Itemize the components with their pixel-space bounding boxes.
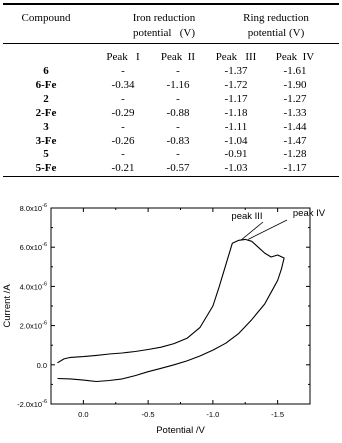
compound-cell: 6-Fe [35,78,57,91]
peak-label-ii: Peak II [160,51,196,63]
potential-cell-peak-ii: - [176,148,180,161]
y-tick-label: $-2.0x10^{-6}$ [17,399,47,409]
potential-cell-peak-iv: -1.33 [283,106,307,119]
compound-cell: 5 [43,148,49,161]
potential-cell-peak-i: - [121,92,125,105]
header-compound: Compound [21,12,71,24]
potential-cell-peak-i: - [121,148,125,161]
peak-label-iv: Peak IV [275,51,315,63]
cv-chart-svg [0,186,342,438]
x-tick-label: -1.5 [271,410,285,419]
y-tick-label: $2.0x10^{-6}$ [19,320,47,331]
y-tick-label: $6.0x10^{-6}$ [19,242,47,253]
potential-cell-peak-ii: -0.83 [166,134,190,147]
potential-cell-peak-i: -0.29 [111,106,135,119]
potential-cell-peak-iii: -1.18 [224,106,248,119]
compound-cell: 2-Fe [35,106,57,119]
potential-cell-peak-iv: -1.61 [283,65,307,77]
potential-cell-peak-i: - [121,120,125,133]
potential-cell-peak-iv: -1.44 [283,120,307,133]
potential-cell-peak-iii: -1.04 [224,134,248,147]
potential-cell-peak-i: -0.26 [111,134,135,147]
y-axis-title: Current /A [2,284,13,328]
compound-cell: 6 [43,65,49,77]
y-tick-label: $4.0x10^{-6}$ [19,281,47,292]
x-tick-label: -1.0 [206,410,220,419]
header-ring-line2: potential (V) [247,27,305,39]
potential-cell-peak-ii: -0.57 [166,162,190,175]
header-ring-line1: Ring reduction [243,12,309,24]
compound-cell: 5-Fe [35,162,57,175]
cv-chart [0,186,342,438]
potential-cell-peak-i: - [121,65,125,77]
compound-cell: 3 [43,120,49,133]
potential-cell-peak-iii: -1.17 [224,92,248,105]
compound-cell: 2 [43,92,49,105]
potential-cell-peak-iv: -1.47 [283,134,307,147]
x-axis-title: Potential /V [156,425,205,436]
potential-cell-peak-iii: -1.37 [224,65,248,77]
plot-frame [51,208,310,404]
x-tick-label: -0.5 [141,410,155,419]
cv-curve-0 [58,239,285,381]
peak-iv-label: peak IV [292,208,326,219]
header-iron-line1: Iron reduction [132,12,196,24]
potential-cell-peak-i: -0.21 [111,162,135,175]
potential-table [0,0,342,182]
potential-cell-peak-iii: -1.03 [224,162,248,175]
potential-cell-peak-iii: -0.91 [224,148,248,161]
table-top-rule [3,3,339,5]
potential-cell-peak-i: -0.34 [111,78,135,91]
potential-cell-peak-iii: -1.72 [224,78,248,91]
table-bottom-rule [3,176,339,177]
peak-label-iii: Peak III [215,51,257,63]
peak-iii-label: peak III [231,211,263,222]
potential-cell-peak-ii: - [176,120,180,133]
potential-cell-peak-iv: -1.27 [283,92,307,105]
peak-label-i: Peak I [106,51,140,63]
potential-cell-peak-ii: - [176,65,180,77]
potential-cell-peak-iv: -1.17 [283,162,307,175]
potential-cell-peak-ii: -1.16 [166,78,190,91]
x-tick-label: 0.0 [78,410,89,419]
y-tick-label: $8.0x10^{-6}$ [19,203,47,213]
potential-cell-peak-ii: - [176,92,180,105]
y-tick-label: 0.0 [36,360,47,370]
potential-cell-peak-ii: -0.88 [166,106,190,119]
potential-cell-peak-iv: -1.28 [283,148,307,161]
compound-cell: 3-Fe [35,134,57,147]
potential-cell-peak-iii: -1.11 [224,120,248,133]
table-header-rule [3,43,339,44]
header-iron-line2: potential (V) [132,27,196,39]
potential-cell-peak-iv: -1.90 [283,78,307,91]
